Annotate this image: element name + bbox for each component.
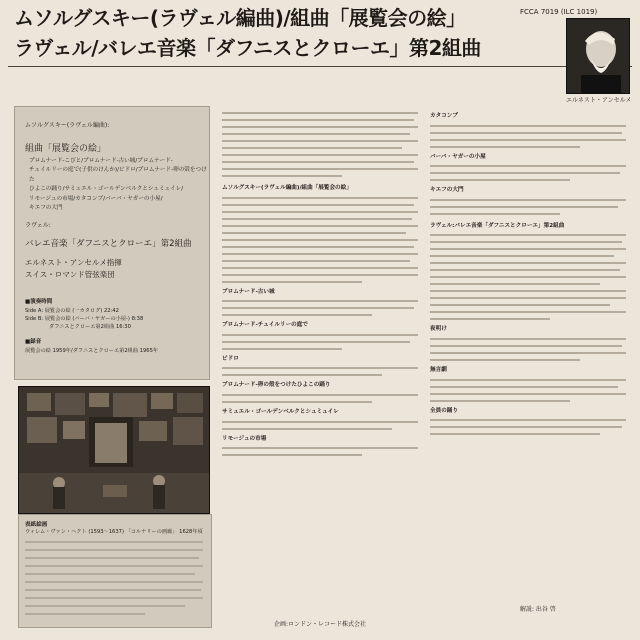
section-heading: 夜明け [430, 326, 447, 333]
section-heading: ビドロ [222, 355, 239, 362]
movement-line: チュイルリーの庭で(子供のけんか)/ビドロ/プロムナード-卵の殻をつけた [29, 167, 207, 183]
commentary-credit: 解説: 出谷 啓 [520, 606, 556, 613]
section-heading: キエフの大門 [430, 187, 464, 194]
notes-column-middle [222, 110, 422, 600]
album-title-line1: ムソルグスキー(ラヴェル編曲)/組曲「展覧会の絵」 [14, 6, 466, 30]
work-pictures: 組曲「展覧会の絵」 [25, 144, 107, 154]
section-heading: プロムナード-古い城 [222, 288, 275, 295]
section-heading: プロムナード-チュイルリーの庭で [222, 322, 308, 329]
notes-column-right [430, 110, 630, 600]
section-heading: カタコンブ [430, 113, 458, 119]
movement-line: プロムナード-こびと/プロムナード-古い城/プロムナード- [29, 158, 173, 164]
recording-heading: ■録音 [25, 339, 42, 345]
section-heading: 無言劇 [430, 366, 447, 373]
section-heading: プロムナード-卵の殻をつけたひよこの踊り [222, 382, 331, 389]
notes-heading: 表紙絵画 [25, 522, 48, 528]
movement-line: リモージュの市場/カタコンブ/バーバ・ヤガーの小屋/ [29, 195, 163, 202]
track-panel [14, 106, 210, 380]
section-heading: リモージュの市場 [222, 435, 267, 442]
cover-notes [18, 514, 212, 628]
notes-text: ウィレム・ヴァン・ヘクト (1593〜1637) 「コルナリーの画廊」 1628年頃 [25, 529, 203, 535]
movement-line: ひよこの踊り/サミュエル・ゴールデンベルクとシュミュイレ/ [29, 186, 184, 193]
recording-info: 展覧会の絵 1959年/ダフニスとクローエ第2組曲 1965年 [25, 348, 159, 354]
section-heading: バーバ・ヤガーの小屋 [430, 153, 486, 160]
section-heading: ラヴェル:バレエ音楽「ダフニスとクローエ」第2組曲 [430, 222, 565, 229]
section-heading: ムソルグスキー(ラヴェル編曲)/組曲「展覧会の絵」 [222, 185, 352, 191]
header-rule [8, 66, 632, 67]
catalog-number: FCCA 7019 (ILC 1019) [520, 8, 598, 16]
conductor-portrait [566, 18, 630, 94]
orchestra-name: スイス・ロマンド管弦楽団 [25, 270, 115, 279]
duration-heading: ■演奏時間 [25, 299, 53, 305]
movement-line: キエフの大門 [29, 205, 63, 212]
composer-ravel: ラヴェル: [25, 222, 51, 229]
side-b-info-2: ダフニスとクローエ第2組曲 16:30 [49, 324, 131, 330]
side-b-info: Side B: 展覧会の絵 (バーバ・ヤガーの小屋-) 8:38 [25, 316, 144, 322]
side-a-info: Side A: 展覧会の絵 (一カタログ) 22:42 [25, 308, 119, 314]
composer-musorgsky: ムソルグスキー(ラヴェル編曲): [25, 122, 110, 129]
album-title-line2: ラヴェル/バレエ音楽「ダフニスとクローエ」第2組曲 [14, 36, 481, 60]
conductor-name: エルネスト・アンセルメ指揮 [25, 258, 122, 267]
publisher-footer: 企画:ロンドン・レコード株式会社 [273, 621, 367, 628]
portrait-caption: エルネスト・アンセルメ [566, 97, 632, 104]
work-daphnis: バレエ音楽「ダフニスとクローエ」第2組曲 [25, 239, 192, 249]
section-heading: 全員の踊り [430, 407, 458, 414]
section-heading: サミュエル・ゴールデンベルクとシュミュイレ [222, 408, 339, 415]
movement-list [29, 157, 207, 213]
gallery-painting [18, 386, 210, 514]
